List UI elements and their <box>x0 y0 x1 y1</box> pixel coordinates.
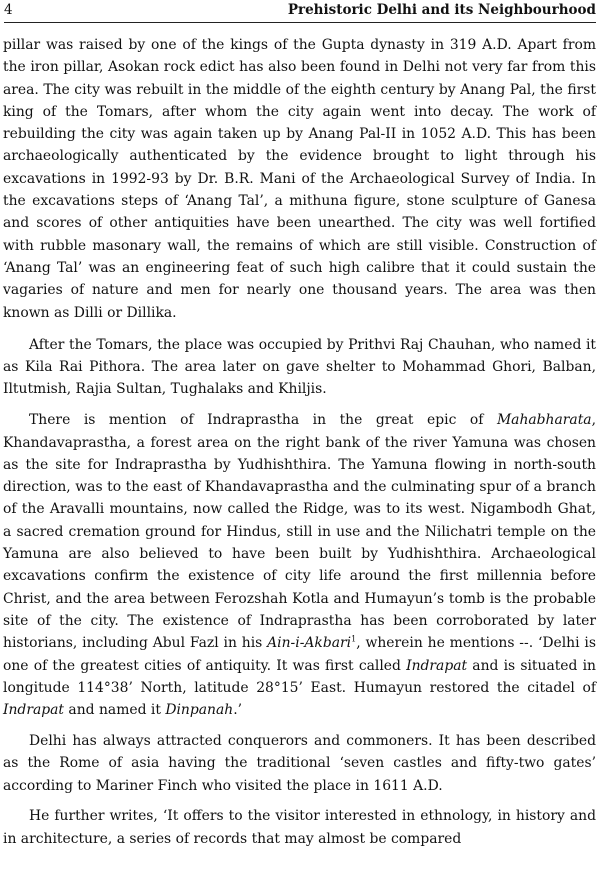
italic-text: Mahabharata <box>496 412 592 429</box>
text-run: , wherein he mentions --. ‘Delhi is one of the greatest cities of antiquity. It was first called <box>3 635 596 674</box>
paragraph <box>3 730 596 797</box>
footnote-ref: 1 <box>351 634 357 644</box>
page-number: 4 <box>4 2 13 18</box>
text-run: After the Tomars, the place was occupied by Prithvi Raj Chauhan, who named it as Kila Rai Pithora. The area later on gave shelter to Mohammad Ghori, Balban, Iltutmish, Rajia Sultan, Tughalaks and Khiljis. <box>3 336 596 398</box>
book-title: Prehistoric Delhi and its Neighbourhood <box>287 2 596 18</box>
text-run: There is mention of Indraprastha in the great epic of <box>29 412 497 429</box>
body-text <box>3 34 596 858</box>
text-run: He further writes, ‘It offers to the visitor interested in ethnology, in history and in architecture, a series of records that may almost be compared <box>3 808 596 847</box>
text-run: .’ <box>233 702 243 719</box>
text-run: and named it <box>64 702 166 719</box>
text-run: and is situated in longitude 114°38’ North, latitude 28°15’ East. Humayun restored the citadel of <box>3 657 596 696</box>
paragraph <box>3 805 596 850</box>
running-header <box>4 0 596 23</box>
italic-text: Ain-i-Akbari <box>267 635 352 652</box>
text-run: pillar was raised by one of the kings of the Gupta dynasty in 319 A.D. Apart from the iron pillar, Asokan rock edict has also been found in Delhi not very far from this area. The city was rebuilt in the middle of the eighth century by Anang Pal, the first king of the Tomars, after whom the city again went into decay. The work of rebuilding the city was again taken up by Anang Pal-II in 1052 A.D. This has been archaeologically authenticated by the evidence brought to light through his excavations in 1992-93 by Dr. B.R. Mani of the Archaeological Survey of India. In the excavations steps of ‘Anang Tal’, a mithuna figure, stone sculpture of Ganesa and scores of other antiquities have been unearthed. The city was well fortified with rubble masonary wall, the remains of which are still visible. Construction of ‘Anang Tal’ was an engineering feat of such high calibre that it could sustain the vagaries of nature and men for nearly one thousand years. The area was then known as Dilli or Dillika. <box>3 37 596 321</box>
paragraph <box>3 334 596 401</box>
text-run: Delhi has always attracted conquerors and commoners. It has been described as the Rome of asia having the traditional ‘seven castles and fifty-two gates’ according to Mariner Finch who visited the place in 1611 A.D. <box>3 732 596 794</box>
text-run: , Khandavaprastha, a forest area on the right bank of the river Yamuna was chosen as the site for Indraprastha by Yudhishthira. The Yamuna flowing in north-south direction, was to the east of Khandavaprastha and the culminating spur of a branch of the Aravalli mountains, now called the Ridge, was to its west. Nigambodh Ghat, a sacred cremation ground for Hindus, still in use and the Nilichatri temple on the Yamuna are also believed to have been built by Yudhishthira. Archaeological excavations confirm the existence of city life around the first millennia before Christ, and the area between Ferozshah Kotla and Humayun’s tomb is the probable site of the city. The existence of Indraprastha has been corroborated by later historians, including Abul Fazl in his <box>3 412 596 652</box>
italic-text: Indrapat <box>3 702 65 719</box>
paragraph <box>3 409 596 721</box>
italic-text: Dinpanah <box>165 702 234 719</box>
paragraph <box>3 34 596 324</box>
italic-text: Indrapat <box>406 657 468 674</box>
